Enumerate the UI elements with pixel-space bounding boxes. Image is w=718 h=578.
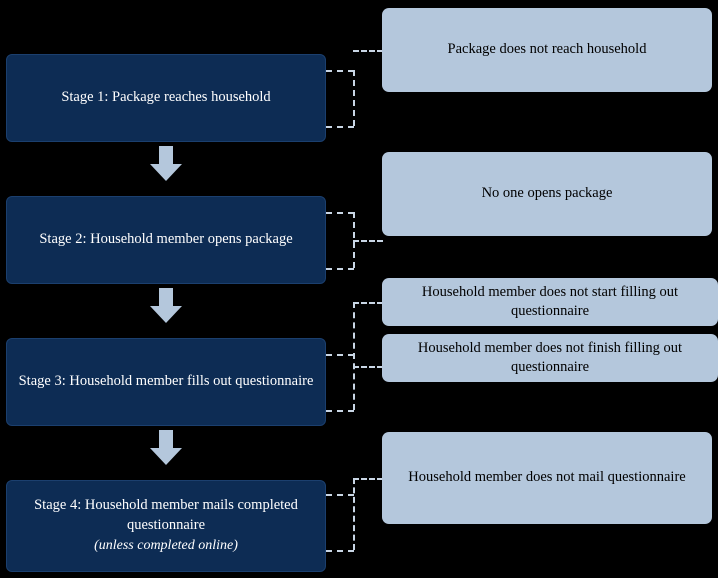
stage-box-4 <box>6 480 326 572</box>
stage-box-1 <box>6 54 326 142</box>
connector-2-top <box>326 212 354 214</box>
failure-box-1 <box>382 8 712 92</box>
connector-4-vertical <box>353 478 355 550</box>
failure-box-5 <box>382 432 712 524</box>
stage-box-2 <box>6 196 326 284</box>
failure-1-label: Package does not reach household <box>447 41 647 58</box>
stage-box-3 <box>6 338 326 426</box>
failure-box-2 <box>382 152 712 236</box>
connector-3-bottom <box>326 410 354 412</box>
connector-1-bottom <box>326 126 354 128</box>
connector-3-to-failure-3 <box>353 302 383 304</box>
down-arrow-1-to-2 <box>149 146 183 182</box>
connector-4-top <box>326 494 354 496</box>
connector-2-to-failure-2 <box>353 240 383 242</box>
connector-4-to-failure-5 <box>353 478 383 480</box>
connector-3-to-failure-4 <box>353 366 383 368</box>
failure-box-3 <box>382 278 718 326</box>
connector-3-vertical <box>353 302 355 410</box>
down-arrow-3-to-4 <box>149 430 183 466</box>
connector-1-top <box>326 70 354 72</box>
failure-5-label: Household member does not mail questionnaire <box>408 469 686 486</box>
stage-4-label: Stage 4: Household member mails completed questionnaire <box>34 496 298 533</box>
connector-1-vertical <box>353 70 355 126</box>
down-arrow-2-to-3 <box>149 288 183 324</box>
stage-4-note: (unless completed online) <box>94 538 238 554</box>
stage-3-label: Stage 3: Household member fills out questionnaire <box>18 373 314 390</box>
failure-3-label: Household member does not start filling out questionnaire <box>421 283 679 319</box>
connector-4-bottom <box>326 550 354 552</box>
failure-4-label: Household member does not finish filling out questionnaire <box>417 339 683 375</box>
connector-2-bottom <box>326 268 354 270</box>
failure-box-4 <box>382 334 718 382</box>
stage-2-label: Stage 2: Household member opens package <box>39 231 293 248</box>
connector-3-top <box>326 354 354 356</box>
connector-1-to-failure-1 <box>353 50 383 52</box>
failure-2-label: No one opens package <box>481 185 613 202</box>
stage-1-label: Stage 1: Package reaches household <box>61 89 271 106</box>
